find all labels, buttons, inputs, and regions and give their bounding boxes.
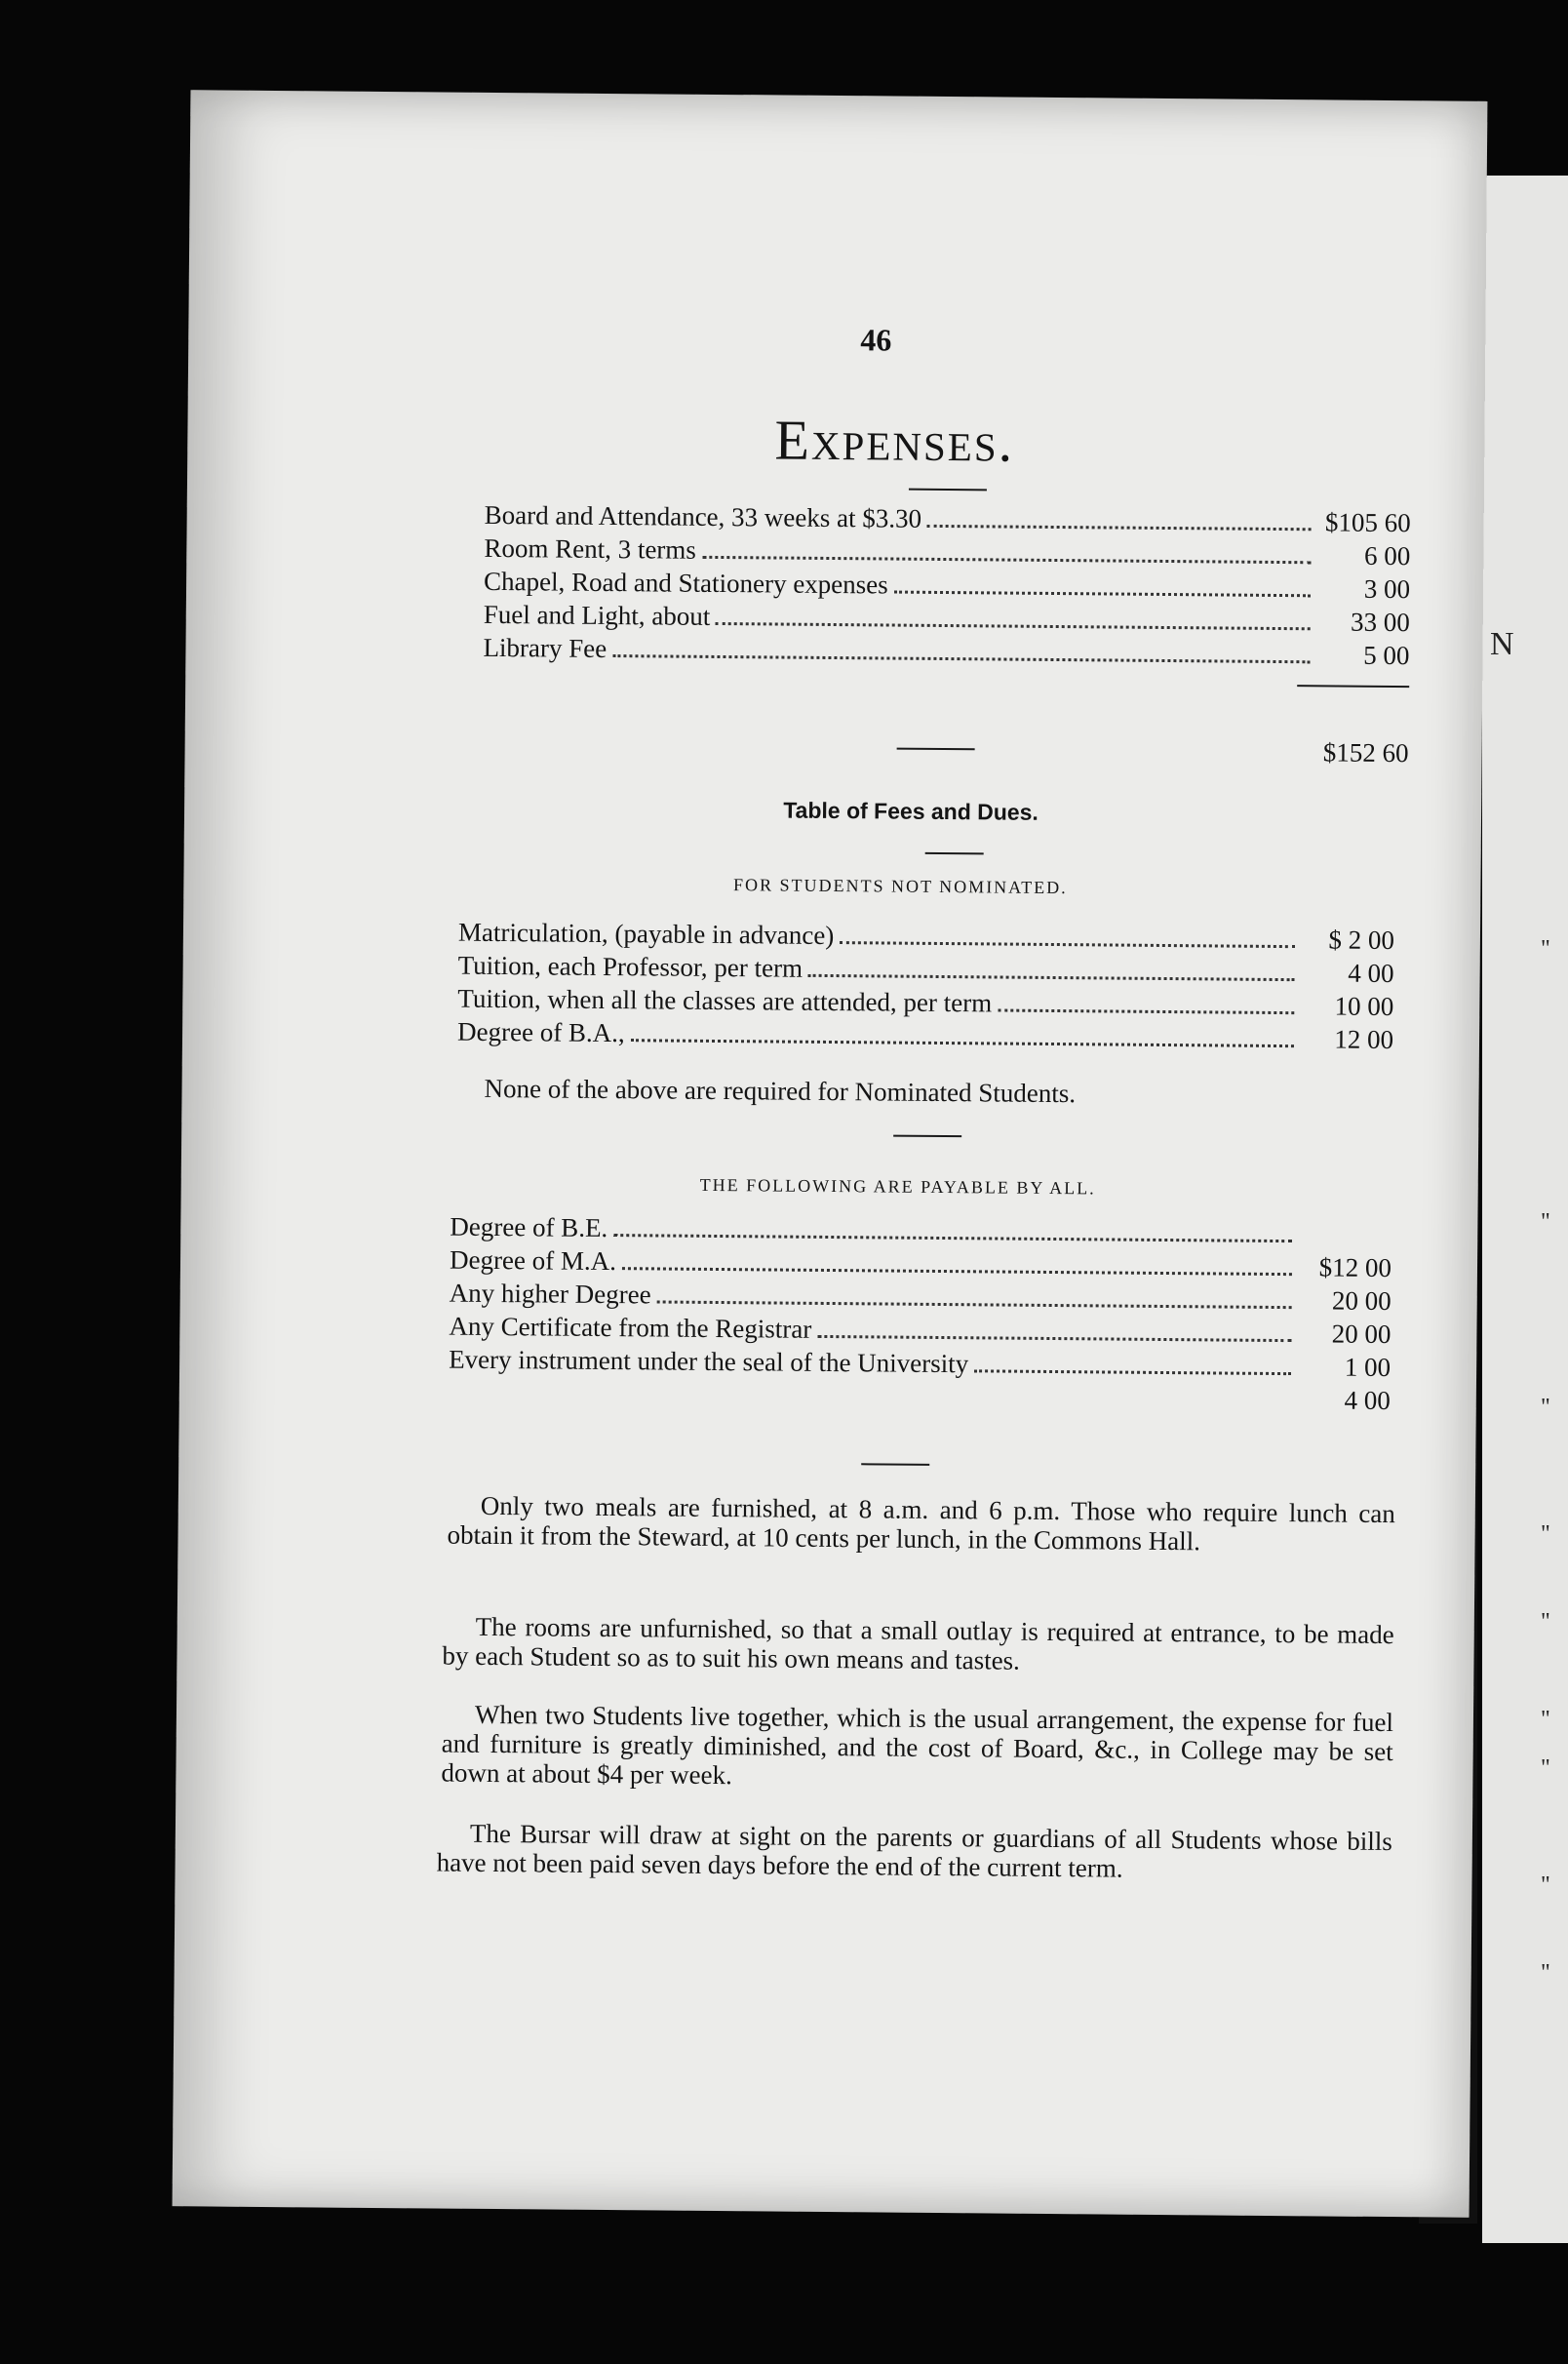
adjacent-page-ditto: " <box>1541 1395 1552 1420</box>
expense-amount: 3 00 <box>1363 573 1411 605</box>
leader-space <box>454 1382 1291 1408</box>
expense-amount: 5 00 <box>1363 640 1410 671</box>
expense-amount: 33 00 <box>1350 607 1410 638</box>
page-content <box>173 90 1488 2218</box>
leader-dots <box>808 955 1295 981</box>
leader-dots <box>927 505 1312 531</box>
expense-label: Room Rent, 3 terms <box>484 532 697 565</box>
expenses-total: $152 60 <box>1322 737 1409 768</box>
payable-by-all-heading: THE FOLLOWING ARE PAYABLE BY ALL. <box>699 1174 1096 1199</box>
adjacent-page-edge <box>1482 176 1568 2243</box>
fee-label: Any higher Degree <box>449 1278 651 1310</box>
expense-amount: $105 60 <box>1324 507 1411 538</box>
page-number: 46 <box>860 322 892 358</box>
fees-heading: Table of Fees and Dues. <box>783 797 1039 825</box>
leader-dots <box>702 536 1312 564</box>
page-title: Expenses. <box>774 408 1015 474</box>
fees-rule <box>925 852 984 855</box>
not-nominated-note: None of the above are required for Nominated Students. <box>484 1073 1077 1109</box>
expense-label: Chapel, Road and Stationery expenses <box>483 566 888 600</box>
title-rule <box>909 489 987 492</box>
adjacent-page-ditto: " <box>1541 1609 1552 1635</box>
adjacent-page-letter: N <box>1490 626 1514 662</box>
expense-label: Library Fee <box>483 632 608 663</box>
fee-amount <box>1298 1242 1392 1243</box>
fee-row <box>457 1017 1393 1056</box>
fee-amount: 20 00 <box>1331 1319 1392 1350</box>
fee-amount: $12 00 <box>1318 1252 1392 1283</box>
leader-dots <box>974 1350 1291 1375</box>
adjacent-page-ditto: " <box>1541 1872 1552 1898</box>
fee-amount: 4 00 <box>1344 1385 1391 1416</box>
fee-row <box>449 1378 1391 1417</box>
sum-rule <box>1297 685 1409 688</box>
leader-dots <box>612 635 1310 663</box>
not-nominated-heading: FOR STUDENTS NOT NOMINATED. <box>732 875 1068 898</box>
leader-dots <box>613 1214 1292 1242</box>
fee-label: Any Certificate from the Registrar <box>449 1311 812 1344</box>
leader-dots <box>631 1019 1294 1047</box>
adjacent-page-ditto: " <box>1541 936 1552 962</box>
fee-label: Matriculation, (payable in advance) <box>457 917 835 951</box>
expenses-list <box>483 499 1411 671</box>
leader-dots <box>840 922 1295 948</box>
fee-amount: 20 00 <box>1331 1285 1392 1317</box>
fee-label: Tuition, when all the classes are attended, per term <box>457 983 993 1018</box>
fee-amount: 1 00 <box>1344 1352 1392 1383</box>
leader-dots <box>622 1247 1292 1276</box>
fee-amount: 4 00 <box>1348 958 1394 989</box>
leader-dots <box>998 989 1294 1014</box>
expense-label: Board and Attendance, 33 weeks at $3.30 <box>484 499 922 533</box>
adjacent-page-ditto: " <box>1541 1960 1552 1986</box>
fee-amount: 10 00 <box>1334 991 1394 1022</box>
fee-amount: $ 2 00 <box>1328 925 1395 956</box>
payable-by-all-list <box>449 1211 1392 1416</box>
leader-dots <box>894 571 1312 598</box>
fee-label: Degree of B.E. <box>450 1211 608 1243</box>
section-rule <box>893 1135 961 1138</box>
document-page <box>173 90 1488 2218</box>
fee-label: Degree of M.A. <box>449 1244 617 1277</box>
paragraph-meals: Only two meals are furnished, at 8 a.m. and 6 p.m. Those who require lunch can obtain it from the Steward, at 10 cents per lunch, in the Commons Hall. <box>447 1490 1395 1556</box>
fee-label: Tuition, each Professor, per term <box>457 950 804 983</box>
section-rule <box>897 748 975 751</box>
leader-dots <box>817 1316 1291 1342</box>
paragraph-rooms: The rooms are unfurnished, so that a small outlay is required at entrance, to be made by each Student so as to suit his own means and tastes. <box>442 1611 1394 1675</box>
expense-row <box>485 500 1411 539</box>
adjacent-page-ditto: " <box>1541 1755 1552 1781</box>
adjacent-page-ditto: " <box>1541 1707 1552 1732</box>
adjacent-page-ditto: " <box>1541 1521 1552 1547</box>
not-nominated-fees-list <box>456 917 1395 1055</box>
fee-amount: 12 00 <box>1334 1024 1394 1055</box>
fee-label: Degree of B.A., <box>456 1016 625 1048</box>
expense-row <box>483 633 1409 672</box>
fee-label: Every instrument under the seal of the University <box>449 1344 969 1379</box>
adjacent-page-ditto: " <box>1541 1209 1552 1235</box>
leader-dots <box>657 1280 1292 1309</box>
expense-amount: 6 00 <box>1363 540 1411 571</box>
paragraph-bursar: The Bursar will draw at sight on the parents or guardians of all Students whose bills have not been paid seven days before the end of the current term. <box>436 1818 1393 1883</box>
paragraph-students-together: When two Students live together, which is the usual arrangement, the expense for fuel and furniture is greatly diminished, and the cost of Board, &c., in College may be set down at about $4 per week. <box>441 1699 1394 1791</box>
section-rule <box>861 1463 929 1466</box>
expense-row <box>484 533 1410 572</box>
leader-dots <box>716 603 1311 630</box>
expense-label: Fuel and Light, about <box>483 599 711 631</box>
